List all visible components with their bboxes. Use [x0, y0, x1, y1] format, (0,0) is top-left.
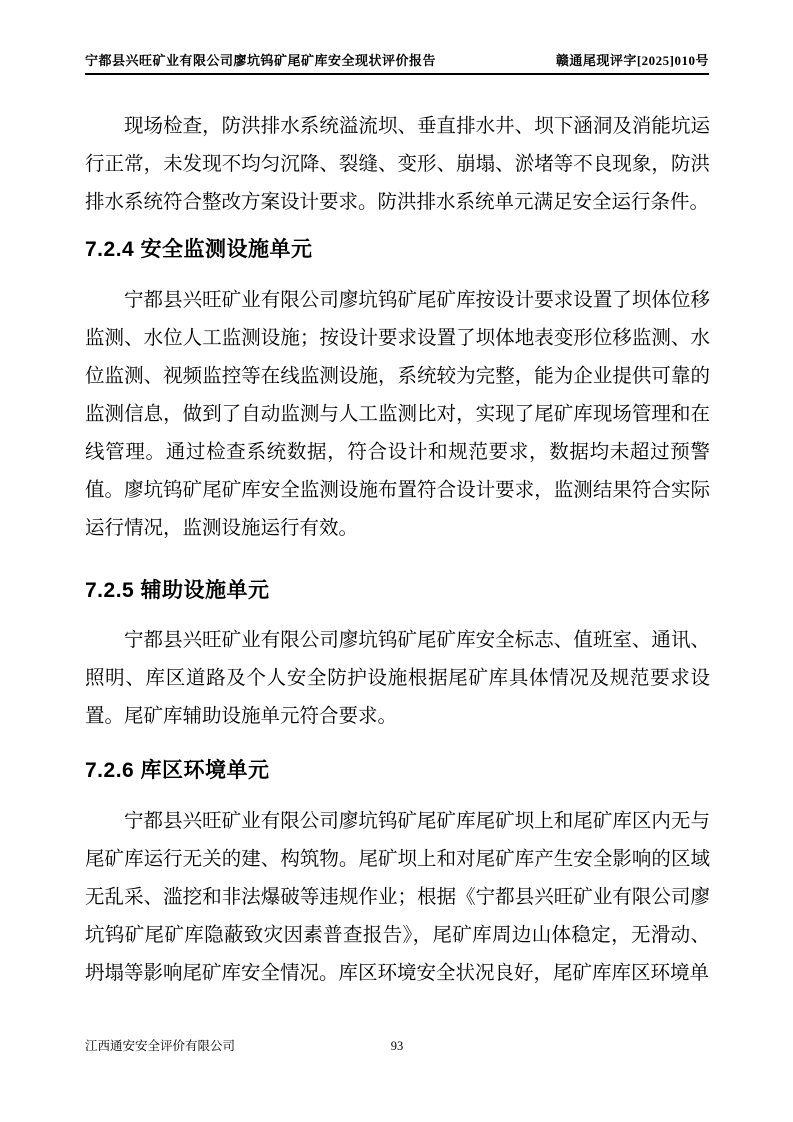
page-header: [85, 54, 709, 75]
page-footer: [85, 1038, 709, 1056]
footer-company-name: 江西通安安全评价有限公司: [85, 1039, 236, 1053]
header-report-title: 宁都县兴旺矿业有限公司廖坑钨矿尾矿库安全现状评价报告: [85, 53, 437, 68]
document-body: [85, 108, 710, 993]
section-heading-7-2-4: 7.2.4 安全监测设施单元: [85, 238, 313, 261]
section-heading-7-2-5: 7.2.5 辅助设施单元: [85, 579, 270, 602]
paragraph-flood-drainage-conclusion: 现场检查，防洪排水系统溢流坝、垂直排水井、坝下涵洞及消能坑运行正常，未发现不均匀沉降、裂缝、变形、崩塌、淤堵等不良现象，防洪排水系统符合整改方案设计要求。防洪排水系统单元满足安全运行条件。: [85, 116, 710, 213]
header-doc-number: 赣通尾现评字[2025]010号: [555, 53, 709, 68]
section-heading-7-2-6: 7.2.6 库区环境单元: [85, 759, 270, 782]
paragraph-reservoir-environment-unit: 宁都县兴旺矿业有限公司廖坑钨矿尾矿库尾矿坝上和尾矿库区内无与尾矿库运行无关的建、构筑物。尾矿坝上和对尾矿库产生安全影响的区域无乱采、滥挖和非法爆破等违规作业；根据《宁都县兴旺矿业有限公司廖坑钨矿尾矿库隐蔽致灾因素普查报告》，尾矿库周边山体稳定，无滑动、坍塌等影响尾矿库安全情况。库区环境安全状况良好，尾矿库库区环境单: [85, 811, 710, 984]
paragraph-auxiliary-facilities-unit: 宁都县兴旺矿业有限公司廖坑钨矿尾矿库安全标志、值班室、通讯、照明、库区道路及个人安全防护设施根据尾矿库具体情况及规范要求设置。尾矿库辅助设施单元符合要求。: [85, 630, 710, 727]
paragraph-safety-monitoring-unit: 宁都县兴旺矿业有限公司廖坑钨矿尾矿库按设计要求设置了坝体位移监测、水位人工监测设施；按设计要求设置了坝体地表变形位移监测、水位监测、视频监控等在线监测设施，系统较为完整，能为企业提供可靠的监测信息，做到了自动监测与人工监测比对，实现了尾矿库现场管理和在线管理。通过检查系统数据，符合设计和规范要求，数据均未超过预警值。廖坑钨矿尾矿库安全监测设施布置符合设计要求，监测结果符合实际运行情况，监测设施运行有效。: [85, 290, 710, 539]
page-number: 93: [390, 1039, 404, 1053]
